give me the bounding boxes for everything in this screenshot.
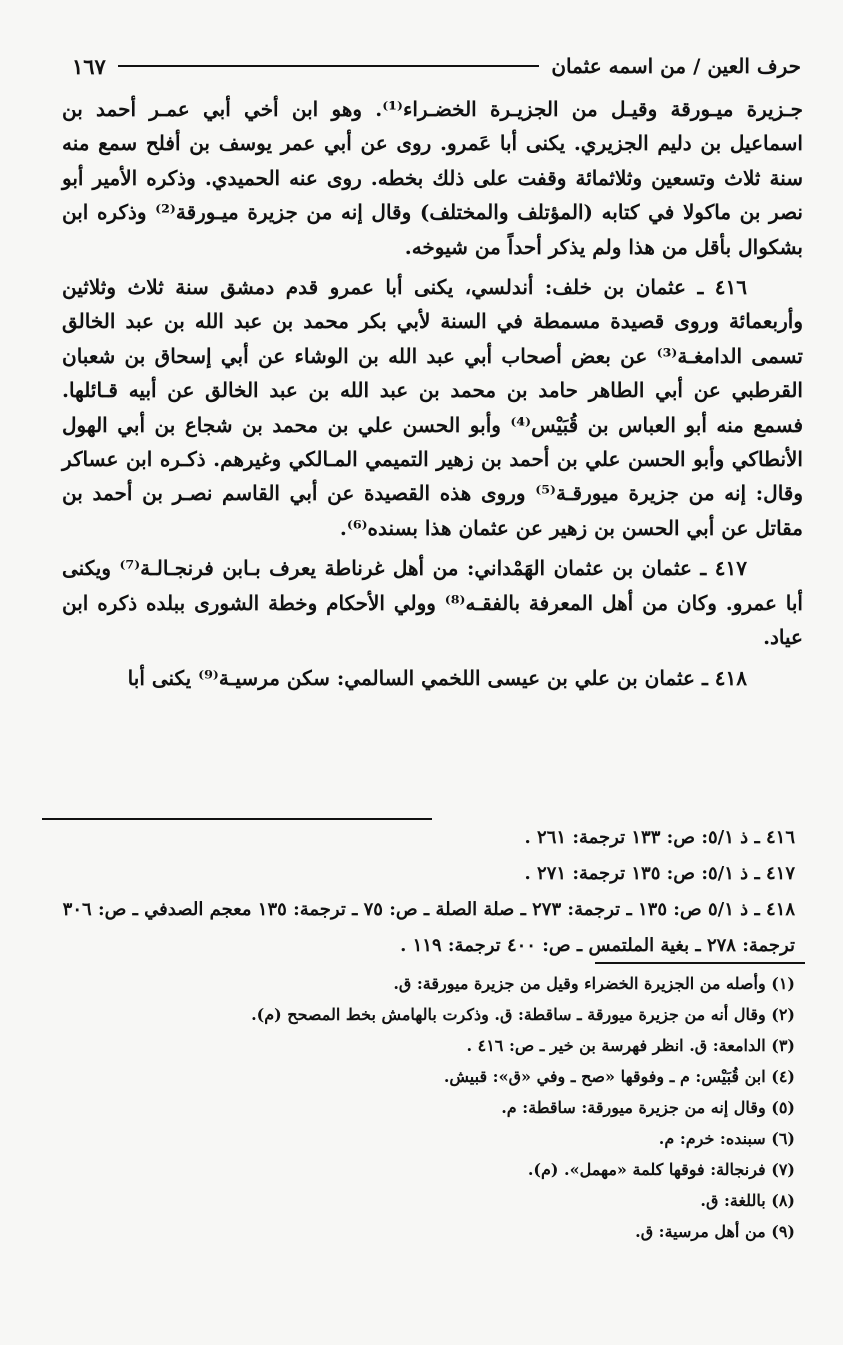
footnotes-block: [60, 968, 795, 1247]
page-number: ١٦٧: [72, 53, 106, 79]
footnote: (١) وأصله من الجزيرة الخضراء وقيل من جزيرة ميورقة: ق.: [393, 974, 795, 993]
footnote: (٦) سبنده: خرم: م.: [658, 1129, 795, 1148]
footnote: (٩) من أهل مرسية: ق.: [635, 1222, 795, 1241]
footnote: (٧) فرنجالة: فوقها كلمة «مهمل». (م).: [527, 1160, 795, 1179]
footnote: (٥) وقال إنه من جزيرة ميورقة: ساقطة: م.: [501, 1098, 795, 1117]
footnote: (٣) الدامعة: ق. انظر فهرسة بن خير ـ ص: ٤١٦ .: [466, 1036, 795, 1055]
running-header: [72, 48, 801, 84]
footnote: (٤) ابن قُبَيْس: م ـ وفوقها «صح ـ وفي «ق»: قبيش.: [443, 1067, 795, 1086]
header-title: حرف العين / من اسمه عثمان: [551, 54, 801, 78]
footnotes-divider: [595, 962, 805, 964]
source-line: ٤١٦ ـ ذ ٥/١: ص: ١٣٣ ترجمة: ٢٦١ .: [524, 827, 795, 848]
footnote: (٢) وقال أنه من جزيرة ميورقة ـ ساقطة: ق. وذكرت بالهامش بخط المصحح (م).: [251, 1005, 795, 1024]
entry-417: ٤١٧ ـ عثمان بن عثمان الهَمْداني: من أهل غرناطة يعرف بـابن فرنجـالـة⁽⁷⁾ ويكنى أبا عمرو. وكان من أهل المعرفة بالفقـه⁽⁸⁾ وولي الأحكام وخطة الشورى ببلده ذكره ابن عياد.: [62, 556, 803, 650]
sources-block: [40, 820, 795, 964]
entry-416: ٤١٦ ـ عثمان بن خلف: أندلسي، يكنى أبا عمرو قدم دمشق سنة ثلاث وثلاثين وأربعمائة وروى قصيدة مسمطة في السنة لأبي بكر محمد بن عبد الله بن عبد الخالق تسمى الدامغـة⁽³⁾ عن بعض أصحاب أبي عبد الله بن الوشاء عن أبي إسحاق بن شعبان القرطبي عن أبي الطاهر حامد بن محمد بن عبد الله بن عبد الخالق عن أبيه قـائلها. فسمع منه أبو العباس بن قُبَيْس⁽⁴⁾ وأبو الحسن علي بن محمد بن شجاع بن أبي الهول الأنطاكي وأبو الحسن علي بن أحمد بن زهير التميمي المـالكي وغيرهم. ذكـره ابن عساكر وقال: إنه من جزيرة ميورقـة⁽⁵⁾ وروى هذه القصيدة عن أبي القاسم نصـر بن أحمد بن مقاتل عن أبي الحسن بن زهير عن عثمان هذا بسنده⁽⁶⁾.: [62, 275, 804, 540]
main-text: [62, 92, 803, 701]
footnote: (٨) باللغة: ق.: [700, 1191, 795, 1210]
entry-418: ٤١٨ ـ عثمان بن علي بن عيسى اللخمي السالمي: سكن مرسيـة⁽⁹⁾ يكنى أبا: [127, 665, 747, 690]
header-rule: [118, 65, 539, 67]
paragraph-continuation: جـزيرة ميـورقة وقيـل من الجزيـرة الخضـراء⁽¹⁾. وهو ابن أخي أبي عمـر أحمد بن اسماعيل بن دليم الجزيري. يكنى أبا عَمرو. روى عن أبي عمر يوسف بن أفلح سمع منه سنة ثلاث وتسعين وثلاثمائة وقفت على ذلك بخطه. روى عنه الحميدي. وذكره الأمير أبو نصر بن ماكولا في كتابه (المؤتلف والمختلف) وقال إنه من جزيرة ميـورقة⁽²⁾ وذكره ابن بشكوال بأقل من هذا ولم يذكر أحداً من شيوخه.: [62, 97, 804, 259]
source-line: ٤١٧ ـ ذ ٥/١: ص: ١٣٥ ترجمة: ٢٧١ .: [524, 863, 795, 884]
source-line: ٤١٨ ـ ذ ٥/١ ص: ١٣٥ ـ ترجمة: ٢٧٣ ـ صلة الصلة ـ ص: ٧٥ ـ ترجمة: ١٣٥ معجم الصدفي ـ ص: ٣٠٦ ترجمة: ٢٧٨ ـ بغية الملتمس ـ ص: ٤٠٠ ترجمة: ١١٩ .: [62, 899, 795, 956]
